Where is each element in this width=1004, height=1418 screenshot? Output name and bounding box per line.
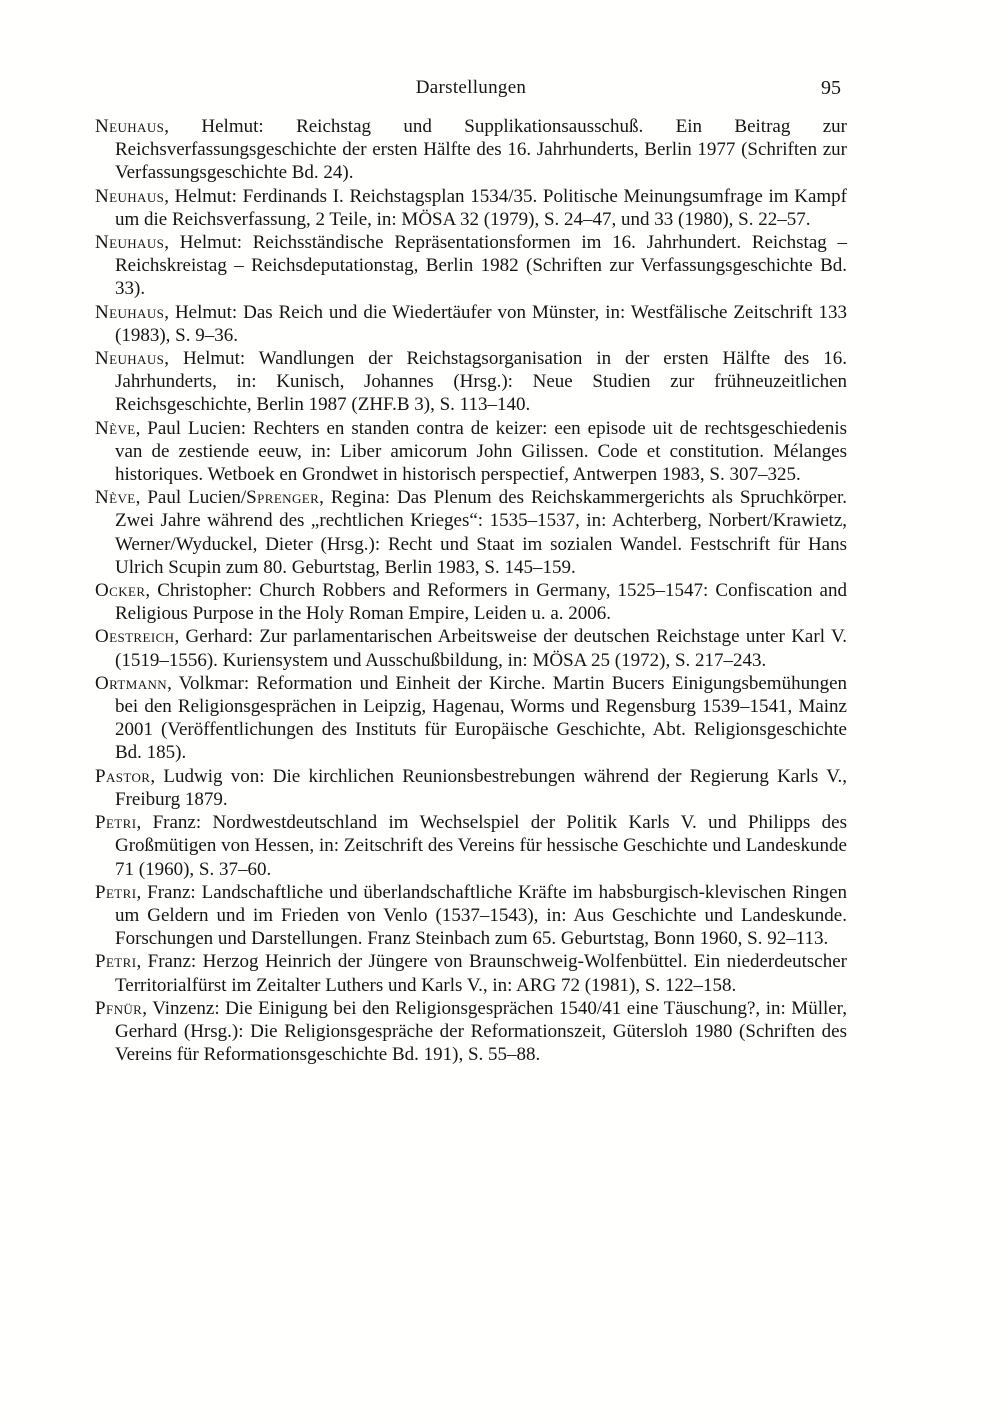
bibliography-entry	[95, 486, 847, 579]
page-number: 95	[821, 77, 841, 99]
author-name: Nève	[95, 417, 136, 439]
author-name: Pfnür	[95, 997, 143, 1019]
entry-text: , Paul Lucien/	[135, 487, 247, 509]
author-name: Oestreich	[95, 626, 175, 648]
bibliography-list	[95, 115, 847, 1066]
bibliography-entry	[95, 185, 847, 231]
page-content	[95, 76, 847, 1066]
entry-text: , Ludwig von: Die kirchlichen Reunionsbestrebungen während der Regierung Karls V., Freiburg 1879.	[115, 765, 847, 810]
entry-text: , Gerhard: Zur parlamentarischen Arbeitsweise der deutschen Reichstage unter Karl V. (1519–1556). Kuriensystem und Ausschußbildung, in: MÖSA 25 (1972), S. 217–243.	[115, 626, 847, 671]
entry-text: , Helmut: Ferdinands I. Reichstagsplan 1534/35. Politische Meinungsumfrage im Kampf um die Reichsverfassung, 2 Teile, in: MÖSA 32 (1979), S. 24–47, und 33 (1980), S. 22–57.	[115, 185, 847, 230]
bibliography-entry	[95, 231, 847, 301]
entry-text: , Regina: Das Plenum des Reichskammergerichts als Spruchkörper. Zwei Jahre während des „rechtlichen Krieges“: 1535–1537, in: Achterberg, Norbert/Krawietz, Werner/Wyduckel, Dieter (Hrsg.): Recht und Staat im sozialen Wandel. Festschrift für Hans Ulrich Scupin zum 80. Geburtstag, Berlin 1983, S. 145–159.	[115, 487, 847, 578]
author-name: Neuhaus	[95, 348, 165, 370]
bibliography-entry	[95, 950, 847, 996]
author-name: Petri	[95, 812, 137, 834]
entry-text: , Paul Lucien: Rechters en standen contra de keizer: een episode uit de rechtsgeschiedenis van de zestiende eeuw, in: Liber amicorum John Gilissen. Code et constitution. Mélanges historiques. Wetboek en Grondwet in historisch perspectief, Antwerpen 1983, S. 307–325.	[115, 417, 847, 486]
page-header	[95, 76, 847, 100]
author-name: Sprenger	[246, 487, 320, 509]
author-name: Neuhaus	[95, 116, 165, 137]
bibliography-entry	[95, 765, 847, 811]
bibliography-entry	[95, 625, 847, 671]
entry-text: , Franz: Nordwestdeutschland im Wechselspiel der Politik Karls V. und Philipps des Großmütigen von Hessen, in: Zeitschrift des Vereins für hessische Geschichte und Landeskunde 71 (1960), S. 37–60.	[115, 812, 847, 880]
entry-text: , Helmut: Reichsständische Repräsentationsformen im 16. Jahrhundert. Reichstag – Reichskreistag – Reichsdeputationstag, Berlin 1982 (Schriften zur Verfassungsgeschichte Bd. 33).	[115, 232, 847, 300]
author-name: Ortmann	[95, 672, 168, 694]
author-name: Neuhaus	[95, 301, 165, 323]
entry-text: , Helmut: Reichstag und Supplikationsausschuß. Ein Beitrag zur Reichsverfassungsgeschichte der ersten Hälfte des 16. Jahrhunderts, Berlin 1977 (Schriften zur Verfassungsgeschichte Bd. 24).	[115, 116, 847, 184]
section-title: Darstellungen	[415, 77, 527, 98]
bibliography-entry	[95, 672, 847, 765]
author-name: Neuhaus	[95, 232, 165, 254]
author-name: Nève	[95, 487, 136, 509]
entry-text: , Franz: Herzog Heinrich der Jüngere von Braunschweig-Wolfenbüttel. Ein niederdeutscher Territorialfürst im Zeitalter Luthers und Karls V., in: ARG 72 (1981), S. 122–158.	[115, 951, 847, 996]
bibliography-entry	[95, 881, 847, 951]
entry-text: , Franz: Landschaftliche und überlandschaftliche Kräfte im habsburgisch-klevischen Ringen um Geldern und im Frieden von Venlo (1537–1543), in: Aus Geschichte und Landeskunde. Forschungen und Darstellungen. Franz Steinbach zum 65. Geburtstag, Bonn 1960, S. 92–113.	[115, 881, 847, 950]
entry-text: , Helmut: Das Reich und die Wiedertäufer von Münster, in: Westfälische Zeitschrift 133 (1983), S. 9–36.	[115, 301, 847, 346]
bibliography-entry	[95, 579, 847, 625]
bibliography-entry	[95, 301, 847, 347]
author-name: Neuhaus	[95, 185, 165, 207]
bibliography-entry	[95, 811, 847, 881]
author-name: Ocker	[95, 580, 146, 602]
author-name: Pastor	[95, 765, 151, 787]
entry-text: , Helmut: Wandlungen der Reichstagsorganisation in der ersten Hälfte des 16. Jahrhunderts, in: Kunisch, Johannes (Hrsg.): Neue Studien zur frühneuzeitlichen Reichsgeschichte, Berlin 1987 (ZHF.B 3), S. 113–140.	[115, 348, 847, 416]
bibliography-entry	[95, 997, 847, 1067]
entry-text: , Christopher: Church Robbers and Reformers in Germany, 1525–1547: Confiscation and Religious Purpose in the Holy Roman Empire, Leiden u. a. 2006.	[115, 580, 847, 625]
bibliography-entry	[95, 115, 847, 185]
author-name: Petri	[95, 951, 137, 973]
entry-text: , Volkmar: Reformation und Einheit der Kirche. Martin Bucers Einigungsbemühungen bei den Religionsgesprächen in Leipzig, Hagenau, Worms und Regensburg 1539–1541, Mainz 2001 (Veröffentlichungen des Instituts für Europäische Geschichte, Abt. Religionsgeschichte Bd. 185).	[115, 672, 847, 764]
author-name: Petri	[95, 881, 137, 903]
bibliography-entry	[95, 417, 847, 487]
bibliography-entry	[95, 347, 847, 417]
entry-text: , Vinzenz: Die Einigung bei den Religionsgesprächen 1540/41 eine Täuschung?, in: Müller, Gerhard (Hrsg.): Die Religionsgespräche der Reformationszeit, Gütersloh 1980 (Schriften des Vereins für Reformationsgeschichte Bd. 191), S. 55–88.	[115, 997, 847, 1066]
